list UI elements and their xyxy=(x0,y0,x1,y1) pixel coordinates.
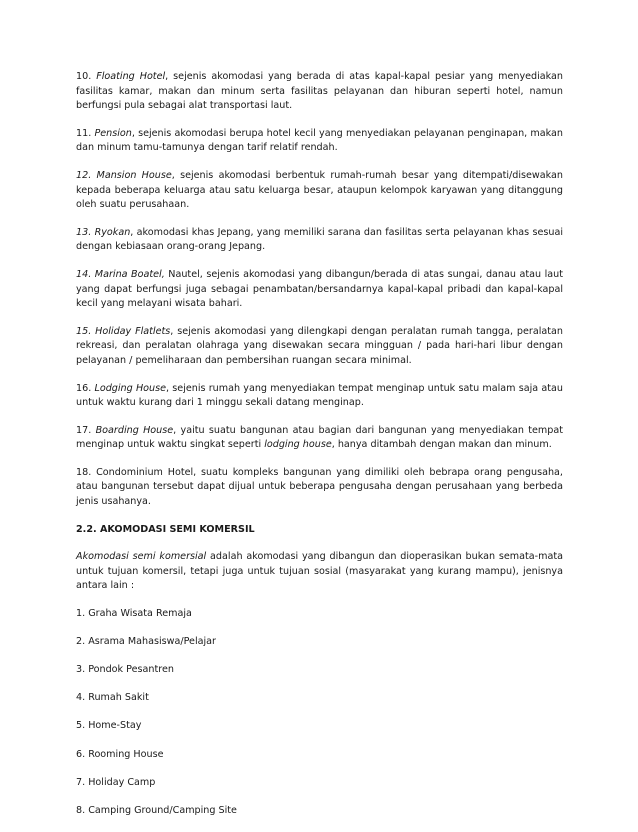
paragraph-item-12 xyxy=(76,169,563,213)
item-description: , sejenis akomodasi berupa hotel kecil yang menyediakan pelayanan penginapan, makan dan minum tamu-tamunya dengan tarif relatif rendah. xyxy=(76,127,563,154)
item-number: 10. xyxy=(76,71,97,82)
item-description: Nautel, sejenis akomodasi yang dibangun/berada di atas sungai, danau atau laut yang dapat berfungsi juga sebagai penambatan/bersandarnya kapal-kapal pribadi dan kapal-kapal kecil yang melayani wisata bahari. xyxy=(76,268,563,310)
item-description: , sejenis akomodasi berbentuk rumah-rumah besar yang ditempati/disewakan kepada beberapa keluarga atau satu keluarga besar, ataupun kelompok karyawan yang ditanggung oleh suatu perusahaan. xyxy=(76,169,563,211)
list-item: 3. Pondok Pesantren xyxy=(76,664,174,676)
list-item: 4. Rumah Sakit xyxy=(76,692,149,704)
intro-description: adalah akomodasi yang dibangun dan dioperasikan bukan semata-mata untuk tujuan komersil, tetapi juga untuk tujuan sosial (masyarakat yang kurang mampu), jenisnya antara lain : xyxy=(76,551,563,592)
item-description: , sejenis rumah yang menyediakan tempat menginap untuk satu malam saja atau untuk waktu kurang dari 1 minggu sekali datang menginap. xyxy=(76,382,563,409)
item-term: Marina Boatel, xyxy=(94,268,165,280)
section-heading: 2.2. AKOMODASI SEMI KOMERSIL xyxy=(76,523,255,535)
item-number: 15. xyxy=(76,325,96,337)
accommodation-list xyxy=(76,607,563,818)
intro-term: Akomodasi semi komersial xyxy=(76,551,207,563)
item-term: Mansion House xyxy=(96,169,172,181)
item-number: 13. xyxy=(76,226,95,238)
item-number: 17. xyxy=(76,424,96,436)
item-term: Pension xyxy=(94,127,132,139)
item-number: 12. xyxy=(76,169,97,181)
item-number: 11. xyxy=(76,127,95,139)
item-description: Condominium Hotel, suatu kompleks bangunan yang dimiliki oleh bebrapa orang pengusaha, atau bangunan tersebut dapat dijual untuk beberapa pengusaha dengan perusahaan yang berbeda jenis usahanya. xyxy=(76,466,563,508)
list-item: 1. Graha Wisata Remaja xyxy=(76,608,192,620)
item-description-end: , hanya ditambah dengan makan dan minum. xyxy=(331,439,552,451)
item-number: 18. xyxy=(76,466,97,478)
paragraph-item-16 xyxy=(76,382,563,411)
item-term: Boarding House xyxy=(95,424,174,436)
item-term: Floating Hotel xyxy=(96,71,166,82)
item-description: , akomodasi khas Jepang, yang memiliki sarana dan fasilitas serta pelayanan khas sesuai dengan kebiasaan orang-orang Jepang. xyxy=(76,226,563,253)
section-intro-paragraph xyxy=(76,550,563,594)
list-item: 8. Camping Ground/Camping Site xyxy=(76,804,237,816)
paragraph-item-13 xyxy=(76,226,563,255)
item-term: Holiday Flatlets xyxy=(95,325,171,337)
item-description: , sejenis akomodasi yang dilengkapi dengan peralatan rumah tangga, peralatan rekreasi, dan peralatan olahraga yang disewakan secara mingguan / pada hari-hari libur dengan pelayanan / pemeliharaan dan pembersihan ruangan secara minimal. xyxy=(76,325,564,366)
paragraph-item-14 xyxy=(76,268,563,312)
item-description: , yaitu suatu bangunan atau bagian dari bangunan yang menyediakan tempat menginap untuk waktu singkat seperti xyxy=(76,424,563,451)
paragraph-item-15 xyxy=(76,325,563,369)
list-item: 5. Home-Stay xyxy=(76,720,142,732)
paragraph-item-11 xyxy=(76,127,563,156)
paragraph-item-17 xyxy=(76,424,563,453)
item-term-secondary: lodging house xyxy=(264,439,332,451)
list-item: 2. Asrama Mahasiswa/Pelajar xyxy=(76,636,216,648)
list-item: 7. Holiday Camp xyxy=(76,776,156,788)
paragraph-item-10 xyxy=(76,70,563,114)
item-term: Ryokan xyxy=(94,226,131,238)
paragraph-item-18 xyxy=(76,466,563,510)
item-term: Lodging House xyxy=(94,382,167,394)
item-number: 14. xyxy=(76,268,95,280)
item-description: , sejenis akomodasi yang berada di atas kapal-kapal pesiar yang menyediakan fasilitas kamar, makan dan minum serta fasilitas pelayanan dan hiburan seperti hotel, namun berfungsi pula sebagai alat transportasi laut. xyxy=(76,71,564,112)
list-item: 6. Rooming House xyxy=(76,748,164,760)
document-page xyxy=(76,70,563,832)
item-number: 16. xyxy=(76,382,95,394)
